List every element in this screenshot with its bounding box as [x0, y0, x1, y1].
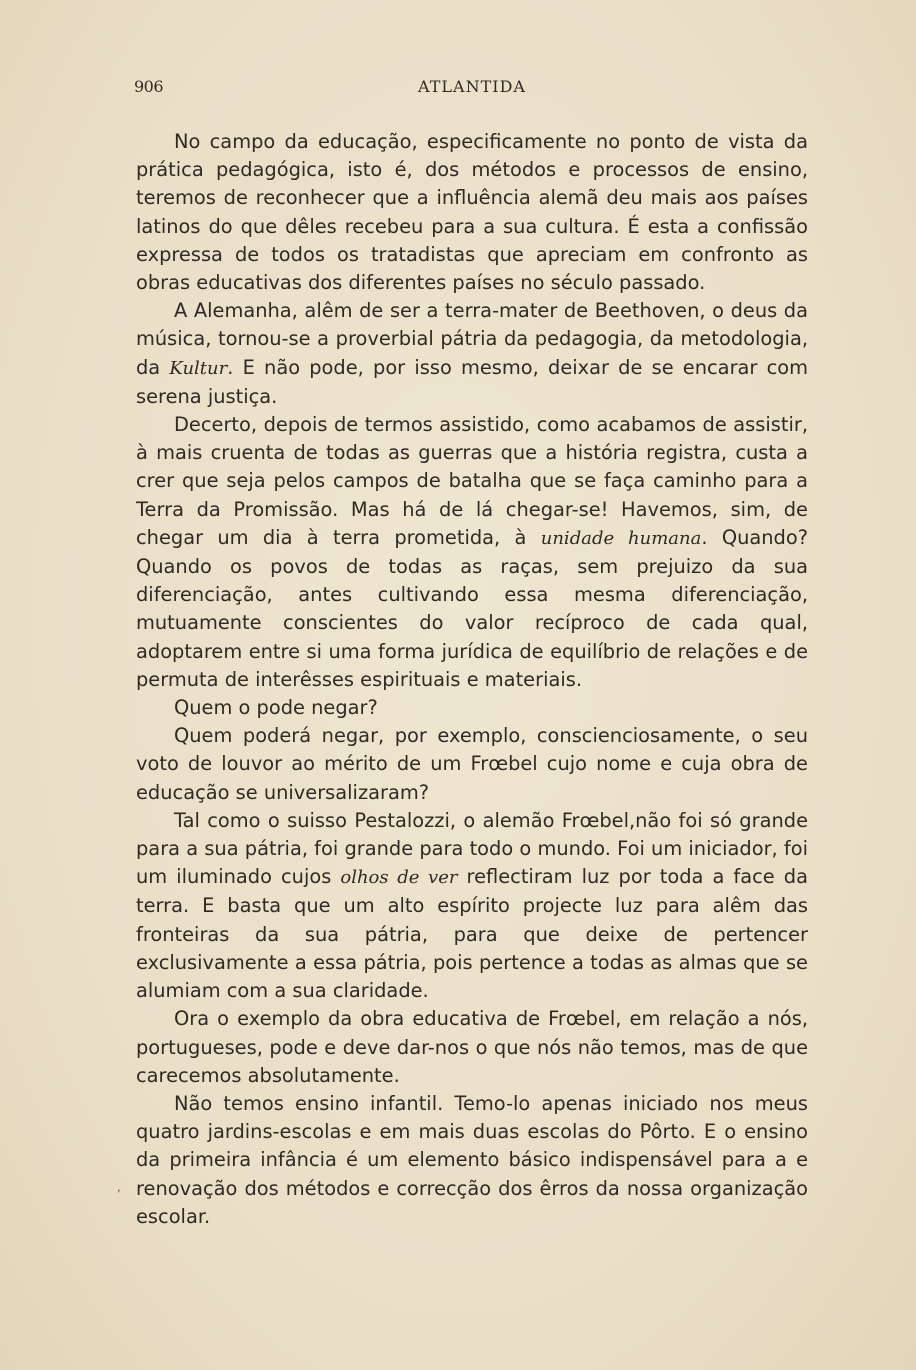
paragraph-2-text-b: . E não pode, por isso mesmo, deixar de se encarar com serena justiça. [136, 355, 808, 408]
paragraph-1: No campo da educação, especificamente no ponto de vista da prática pedagógica, isto é, dos métodos e processos de ensino, teremos de reconhecer que a influência alemã deu mais aos países latinos do que dêles recebeu para a sua cultura. É esta a confissão expressa de todos os tratadistas que apreciam em confronto as obras educativas dos diferentes países no século passado. [136, 130, 808, 295]
paragraph-2-italic: Kultur [169, 357, 228, 379]
paragraph-3-italic: unidade humana [540, 527, 702, 549]
paragraph-7: Ora o exemplo da obra educativa de Frœbel, em relação a nós, portugueses, pode e deve dar-nos o que nós não temos, mas de que carecemos absolutamente. [136, 1007, 808, 1087]
paragraph-3-text-b: . Quando? Quando os povos de todas as raças, sem prejuizo da sua diferenciação, antes cultivando essa mesma diferenciação, mutuamente conscientes do valor recíproco de cada qual, adoptarem entre si uma forma jurídica de equilíbrio de relações e de permuta de interêsses espirituais e materiais. [136, 525, 809, 691]
paragraph-2-text-a: A Alemanha, alêm de ser a terra-mater de Beethoven, o deus da música, tornou-se a proverbial pátria da pedagogia, da metodologia, da [136, 299, 808, 379]
page-number: 906 [134, 77, 164, 96]
paragraph-5: Quem poderá negar, por exemplo, conscienciosamente, o seu voto de louvor ao mérito de um Frœbel cujo nome e cuja obra de educação se universalizaram? [136, 724, 808, 804]
margin-mark: , [117, 1180, 121, 1194]
paragraph-6-italic: olhos de ver [340, 867, 458, 889]
paragraph-8: Não temos ensino infantil. Temo-lo apenas iniciado nos meus quatro jardins-escolas e em mais duas escolas do Pôrto. E o ensino da primeira infância é um elemento básico indispensável para a e renovação dos métodos e correcção dos êrros da nossa organização escolar. [136, 1091, 808, 1228]
paragraph-6-text-a: Tal como o suisso Pestalozzi, o alemão Frœbel,não foi só grande para a sua pátria, foi grande para todo o mundo. Foi um iniciador, foi um iluminado cujos [136, 808, 808, 889]
paragraph-6-text-b: reflectiram luz por toda a face da terra. E basta que um alto espírito projecte luz para alêm das fronteiras da sua pátria, para que deixe de pertencer exclusivamente a essa pátria, pois pertence a todas as almas que se alumiam com a sua claridade. [136, 865, 808, 1003]
paragraph-3 [136, 411, 808, 694]
body-text [136, 128, 808, 1231]
running-title: ATLANTIDA [418, 77, 526, 96]
page-header [134, 77, 810, 101]
paragraph-4: Quem o pode negar? [174, 696, 378, 720]
paragraph-2 [136, 297, 808, 411]
paragraph-3-text-a: Decerto, depois de termos assistido, como acabamos de assistir, à mais cruenta de todas as guerras que a história registra, custa a crer que seja pelos campos de batalha que se faça caminho para a Terra da Promissão. Mas há de lá chegar-se! Havemos, sim, de chegar um dia à terra prometida, à [136, 413, 808, 549]
paragraph-6 [136, 807, 808, 1005]
